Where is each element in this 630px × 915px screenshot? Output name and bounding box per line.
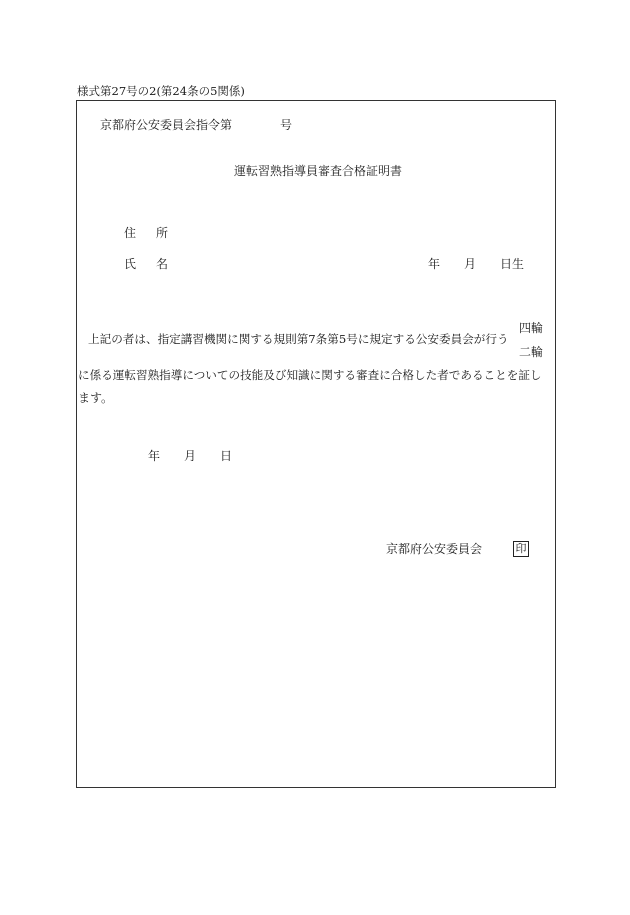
body-line-3: ます。 [78,391,114,405]
birth-day-label: 日生 [500,257,525,271]
address-label-1: 住 [124,226,137,240]
issue-year-label: 年 [148,449,161,463]
certificate-frame [76,100,556,788]
certificate-title: 運転習熟指導員審査合格証明書 [234,164,403,178]
body-line-2: に係る運転習熟指導についての技能及び知識に関する審査に合格した者であることを証し [78,368,542,382]
directive-number-prefix: 京都府公安委員会指令第 [100,118,233,132]
issue-day-label: 日 [220,449,233,463]
issuer-name: 京都府公安委員会 [386,542,483,556]
form-reference: 様式第27号の2(第24条の5関係) [77,84,245,98]
issue-month-label: 月 [184,449,197,463]
birth-month-label: 月 [464,257,477,271]
birth-year-label: 年 [428,257,441,271]
body-line-1: 上記の者は、指定講習機関に関する規則第7条第5号に規定する公安委員会が行う [88,332,509,346]
option-two-wheel: 二輪 [519,345,544,359]
directive-number-suffix: 号 [280,118,293,132]
option-four-wheel: 四輪 [519,321,544,335]
seal-mark: 印 [513,541,529,557]
name-label-1: 氏 [124,257,137,271]
name-label-2: 名 [156,257,169,271]
address-label-2: 所 [156,226,169,240]
